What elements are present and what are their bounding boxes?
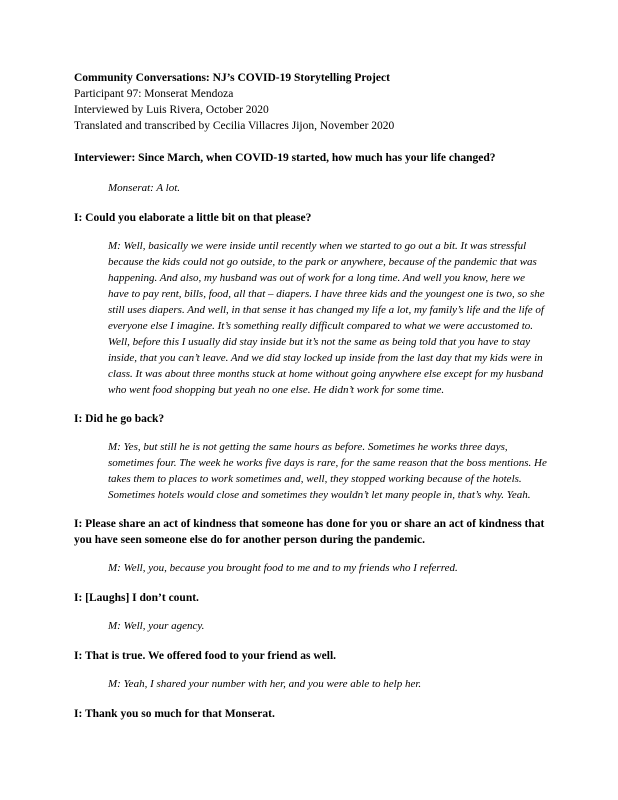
answer-4: M: Well, you, because you brought food to me and to my friends who I referred.: [108, 562, 458, 574]
question-7: I: Thank you so much for that Monserat.: [74, 708, 275, 720]
answer-5: M: Well, your agency.: [108, 620, 205, 632]
question-6: I: That is true. We offered food to your friend as well.: [74, 650, 337, 662]
transcriber-line: Translated and transcribed by Cecilia Villacres Jijon, November 2020: [74, 120, 395, 132]
answer-2: M: Well, basically we were inside until recently when we started to go out a bit. It was stressful because the kids could not go outside, to the park or anywhere, because of the pandemic that was happening. And also, my husband was out of work for a long time. And well you know, here we have to pay rent, bills, food, all that – diapers. I have three kids and the youngest one is two, so she still uses diapers. And well, in that sense it has changed my life a lot, my family’s life and the life of everyone else I imagine. It’s something really difficult compared to what we were accustomed to. Well, before this I usually did stay inside but it’s not the same as being told that you have to stay inside, that you can’t leave. And we did stay locked up inside from the last day that my kids were in class. It was about three months stuck at home without going anywhere else except for my husband who went food shopping but yeah no one else. He didn’t work for some time.: [108, 240, 545, 396]
question-3: I: Did he go back?: [74, 413, 165, 425]
transcript-page: [74, 70, 554, 722]
participant-line: Participant 97: Monserat Mendoza: [74, 88, 234, 100]
question-4: I: Please share an act of kindness that someone has done for you or share an act of kindness that you have seen someone else do for another person during the pandemic.: [74, 518, 545, 546]
question-1: Interviewer: Since March, when COVID-19 started, how much has your life changed?: [74, 152, 496, 164]
question-2: I: Could you elaborate a little bit on that please?: [74, 212, 312, 224]
interviewer-line: Interviewed by Luis Rivera, October 2020: [74, 104, 269, 116]
answer-3: M: Yes, but still he is not getting the same hours as before. Sometimes he works three days, sometimes four. The week he works five days is rare, for the same reason that the boss mentions. He takes them to places to work sometimes and, well, they stopped working because of the hotels. Sometimes hotels would close and sometimes they wouldn’t let many people in, that’s why. Yeah.: [108, 441, 547, 501]
document-title: Community Conversations: NJ’s COVID-19 Storytelling Project: [74, 72, 390, 84]
answer-6: M: Yeah, I shared your number with her, and you were able to help her.: [108, 678, 422, 690]
answer-1: Monserat: A lot.: [108, 182, 181, 194]
question-5: I: [Laughs] I don’t count.: [74, 592, 199, 604]
